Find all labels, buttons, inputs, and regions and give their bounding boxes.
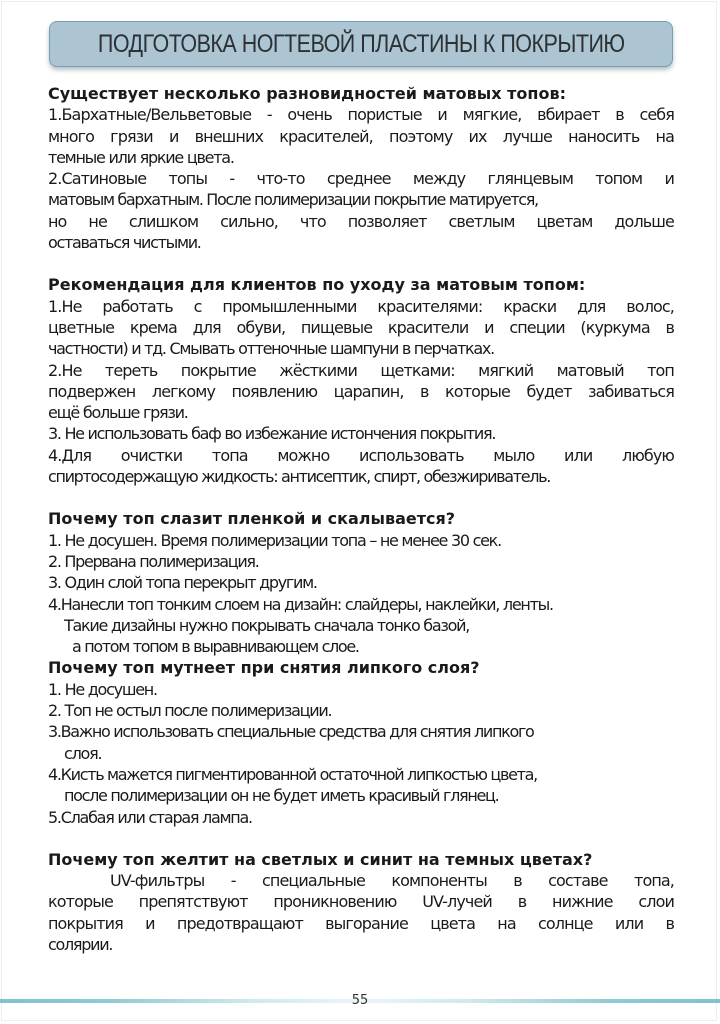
spacer	[48, 487, 674, 508]
section-peeling-chipping	[48, 508, 674, 657]
text-line: 1. Не досушен. Время полимеризации топа – не менее 30 сек.	[48, 530, 501, 550]
section-heading: Почему топ желтит на светлых и синит на темных цветах?	[48, 849, 593, 869]
text-line: цветные крема для обуви, пищевые красители и специи (куркума в	[48, 317, 674, 337]
text-line: темные или яркие цвета.	[48, 147, 234, 167]
page-number: 55	[351, 993, 369, 1008]
text-line: 3. Один слой топа перекрыт другим.	[48, 573, 317, 593]
text-line: 1. Не досушен.	[48, 679, 157, 699]
text-line: 1.Бархатные/Вельветовые - очень пористые и мягкие, вбирает в себя	[48, 105, 674, 125]
text-line: 1.Не работать с промышленными красителями: краски для волос,	[48, 296, 674, 316]
text-line: 3.Важно использовать специальные средства для снятия липкого	[48, 722, 534, 742]
spacer	[48, 253, 674, 274]
text-line: 2.Не тереть покрытие жёсткими щетками: мягкий матовый топ	[48, 360, 674, 380]
text-line: слоя.	[64, 743, 102, 763]
text-line: много грязи и внешних красителей, поэтому их лучше наносить на	[48, 126, 674, 146]
text-line: матовым бархатным. После полимеризации покрытие матируется,	[48, 190, 538, 210]
text-line: но не слишком сильно, что позволяет светлым цветам дольше	[48, 211, 674, 231]
text-line: 2.Сатиновые топы - что-то среднее между глянцевым топом и	[48, 169, 674, 189]
text-line: Такие дизайны нужно покрывать сначала тонко базой,	[64, 615, 470, 635]
text-line: 5.Слабая или старая лампа.	[48, 807, 252, 827]
text-line: ещё больше грязи.	[48, 403, 188, 423]
text-line: 3. Не использовать баф во избежание истончения покрытия.	[48, 424, 496, 444]
text-line: солярии.	[48, 934, 113, 954]
text-line: после полимеризации он не будет иметь красивый глянец.	[64, 786, 499, 806]
section-heading: Рекомендация для клиентов по уходу за матовым топом:	[48, 275, 586, 295]
text-line: 4.Для очистки топа можно использовать мыло или любую	[48, 445, 674, 465]
text-line: оставаться чистыми.	[48, 233, 201, 253]
text-line: подвержен легкому появлению царапин, в которые будет забиваться	[48, 381, 674, 401]
section-yellowing	[48, 849, 674, 955]
text-line: частности) и тд. Смывать оттеночные шампуни в перчатках.	[48, 339, 494, 359]
section-heading: Почему топ мутнеет при снятия липкого слоя?	[48, 658, 480, 678]
text-line: спиртосодержащую жидкость: антисептик, спирт, обезжириватель.	[48, 467, 550, 487]
text-line: 2. Топ не остыл после полимеризации.	[48, 701, 332, 721]
title-banner	[49, 21, 673, 67]
spacer	[48, 828, 674, 849]
section-client-care	[48, 274, 674, 487]
text-line: 4.Нанесли топ тонким слоем на дизайн: слайдеры, наклейки, ленты.	[48, 594, 553, 614]
text-line: UV-фильтры - специальные компоненты в составе топа,	[110, 871, 674, 891]
section-clouding	[48, 657, 674, 827]
section-heading: Почему топ слазит пленкой и скалывается?	[48, 509, 456, 529]
text-line: 4.Кисть мажется пигментированной остаточной липкостью цвета,	[48, 764, 537, 784]
section-heading: Существует несколько разновидностей матовых топов:	[48, 84, 566, 103]
page-title: ПОДГОТОВКА НОГТЕВОЙ ПЛАСТИНЫ К ПОКРЫТИЮ	[97, 29, 625, 58]
text-line: 2. Прервана полимеризация.	[48, 551, 259, 571]
text-line: покрытия и предотвращают выгорание цвета на солнце или в	[48, 913, 674, 933]
text-line: а потом топом в выравнивающем слое.	[72, 637, 359, 657]
text-line: которые препятствуют проникновению UV-лучей в нижние слои	[48, 892, 674, 912]
section-matte-top-types	[48, 83, 674, 253]
document-body	[48, 83, 674, 955]
